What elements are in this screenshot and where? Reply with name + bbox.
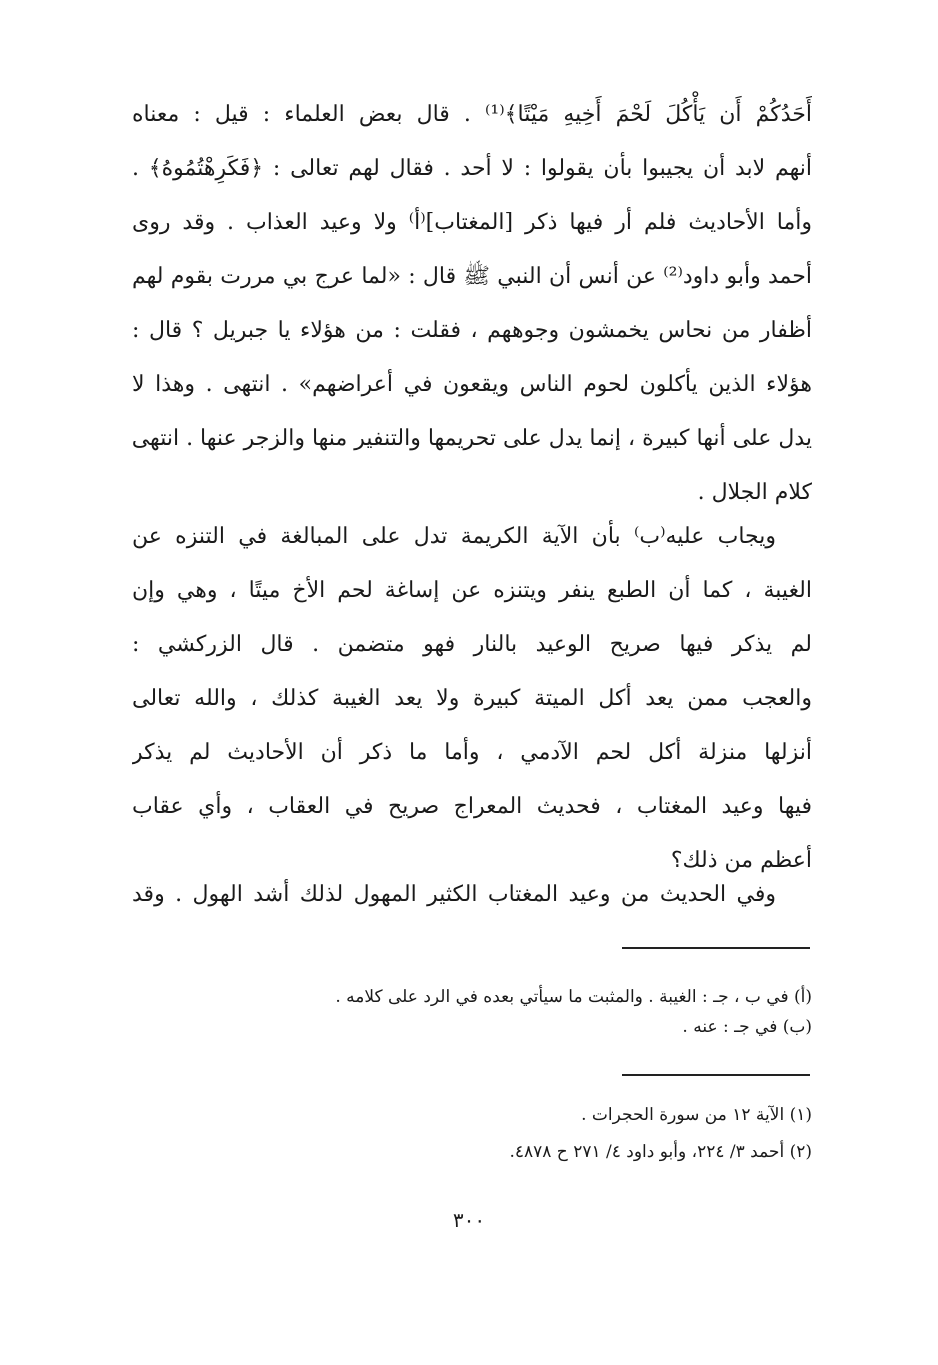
variant-note: (ب) في جـ : عنه . xyxy=(682,1017,812,1037)
page-number: ٣٠٠ xyxy=(452,1208,486,1232)
text-line: ويجاب عليه⁽ب⁾ بأن الآية الكريمة تدل على المبالغة في التنزه عن xyxy=(132,524,776,549)
text-line: أنهم لابد أن يجيبوا بأن يقولوا : لا أحد . فقال لهم تعالى : ﴿فَكَرِهْتُمُوهُ﴾ . xyxy=(132,156,812,181)
text-line: أظفار من نحاس يخمشون وجوههم ، فقلت : من هؤلاء يا جبريل ؟ قال : xyxy=(132,318,812,343)
variant-note: (أ) في ب ، جـ : الغيبة . والمثبت ما سيأتي بعده في الرد على كلامه . xyxy=(335,987,812,1007)
text-line: يدل على أنها كبيرة ، إنما يدل على تحريمها والتنفير منها والزجر عنها . انتهى xyxy=(132,426,812,451)
text-line: أنزلها منزلة أكل لحم الآدمي ، وأما ما ذكر أن الأحاديث لم يذكر xyxy=(132,740,812,765)
text-line: لم يذكر فيها صريح الوعيد بالنار فهو متضمن . قال الزركشي : xyxy=(132,632,812,657)
footnote: (٢) أحمد ٣/ ٢٢٤، وأبو داود ٤/ ٢٧١ ح ٤٨٧٨. xyxy=(509,1142,812,1162)
footnotes-divider xyxy=(622,1074,810,1076)
text-line: أحمد وأبو داود⁽²⁾ عن أنس أن النبي ﷺ قال : «لما عرج بي مررت بقوم لهم xyxy=(132,264,812,289)
text-line: أعظم من ذلك؟ xyxy=(670,848,812,873)
paragraph-2 xyxy=(132,510,812,888)
text-line: هؤلاء الذين يأكلون لحوم الناس ويقعون في أعراضهم» . انتهى . وهذا لا xyxy=(132,372,812,397)
text-line: كلام الجلال . xyxy=(697,480,812,505)
paragraph-1 xyxy=(132,88,812,520)
text-line: والعجب ممن يعد أكل الميتة كبيرة ولا يعد الغيبة كذلك ، والله تعالى xyxy=(132,686,812,711)
text-line: فيها وعيد المغتاب ، فحديث المعراج صريح في العقاب ، وأي عقاب xyxy=(132,794,812,819)
text-line: وفي الحديث من وعيد المغتاب الكثير المهول لذلك أشد الهول . وقد xyxy=(132,882,776,907)
text-line: أَحَدُكُمْ أَن يَأْكُلَ لَحْمَ أَخِيهِ مَيْتًا﴾⁽¹⁾ . قال بعض العلماء : قيل : معناه xyxy=(132,102,812,127)
variant-notes-divider xyxy=(622,947,810,949)
text-line: وأما الأحاديث فلم أر فيها ذكر [المغتاب]⁽أ⁾ ولا وعيد العذاب . وقد روى xyxy=(132,210,812,235)
text-line: الغيبة ، كما أن الطبع ينفر ويتنزه عن إساغة لحم الأخ ميتًا ، وهي وإن xyxy=(132,578,812,603)
paragraph-3 xyxy=(132,868,812,922)
footnote: (١) الآية ١٢ من سورة الحجرات . xyxy=(581,1105,812,1125)
